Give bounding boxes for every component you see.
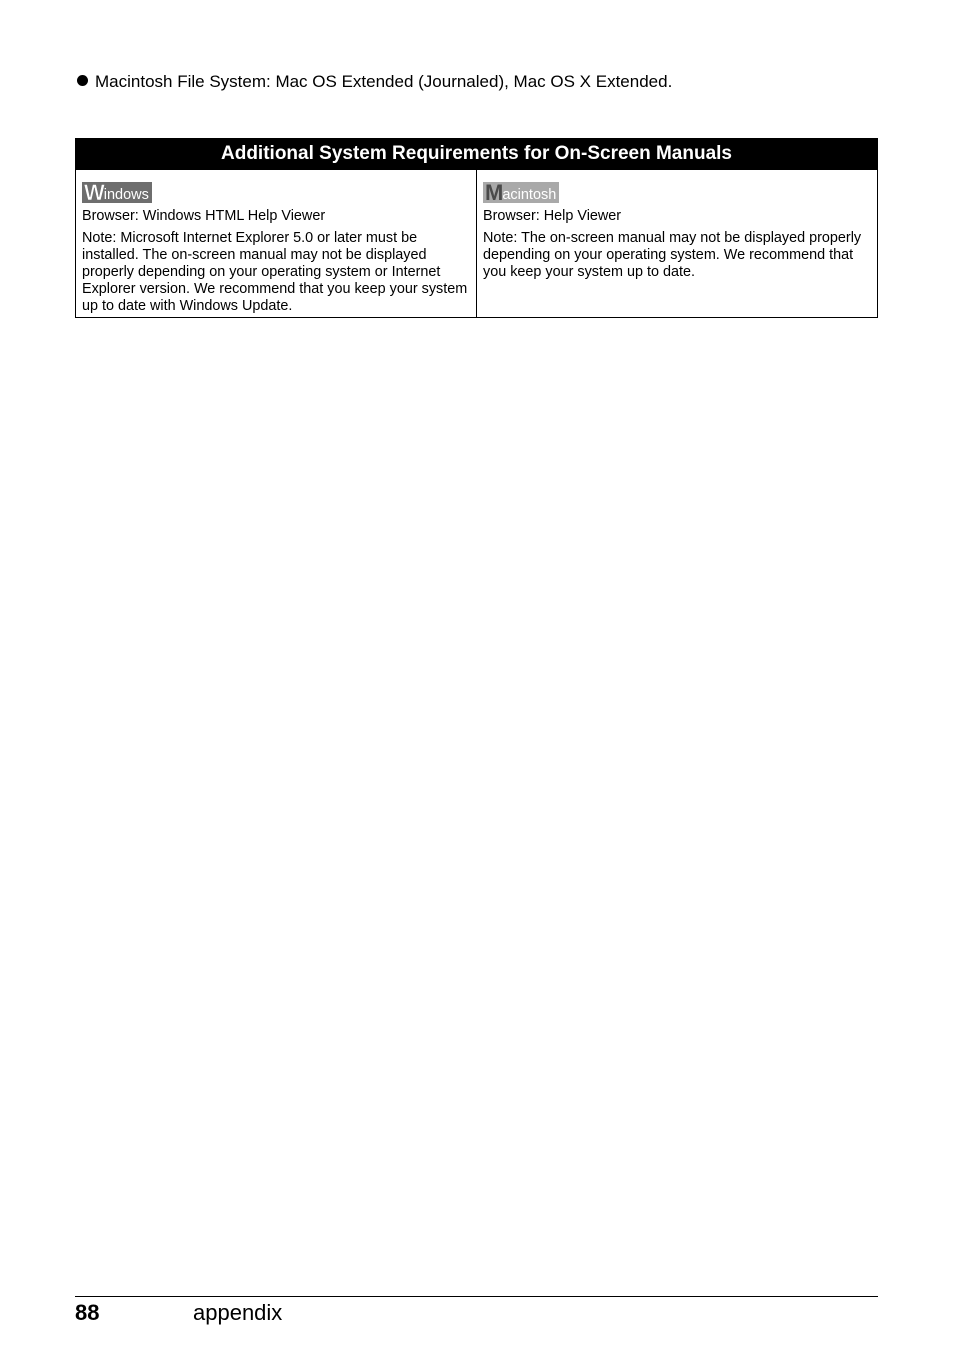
macintosh-browser: Browser: Help Viewer bbox=[483, 208, 622, 224]
windows-badge-icon bbox=[82, 182, 152, 203]
bullet-dot-icon bbox=[77, 75, 88, 86]
macintosh-note: Note: The on-screen manual may not be displayed properly depending on your operating system. We recommend that you keep your system up to date. bbox=[483, 230, 862, 280]
macintosh-badge-icon bbox=[483, 182, 559, 203]
bullet-item bbox=[77, 71, 672, 93]
windows-badge-initial: W bbox=[84, 180, 104, 205]
windows-badge-rest: indows bbox=[103, 187, 149, 203]
macintosh-badge-initial: M bbox=[485, 180, 503, 205]
macintosh-badge-rest: acintosh bbox=[502, 187, 557, 203]
windows-cell bbox=[76, 170, 477, 318]
bullet-text: Macintosh File System: Mac OS Extended (Journaled), Mac OS X Extended. bbox=[95, 72, 673, 91]
requirements-table bbox=[75, 138, 878, 318]
macintosh-cell bbox=[477, 170, 878, 318]
page-number: 88 bbox=[75, 1300, 100, 1325]
windows-note: Note: Microsoft Internet Explorer 5.0 or later must be installed. The on-screen manual may not be displayed properly depending on your operating system or Internet Explorer version. We recommend that you keep your system up to date with Windows Update. bbox=[82, 230, 468, 314]
section-name: appendix bbox=[193, 1300, 283, 1325]
footer-divider bbox=[75, 1296, 878, 1297]
table-header: Additional System Requirements for On-Screen Manuals bbox=[76, 139, 878, 170]
windows-browser: Browser: Windows HTML Help Viewer bbox=[82, 208, 326, 224]
